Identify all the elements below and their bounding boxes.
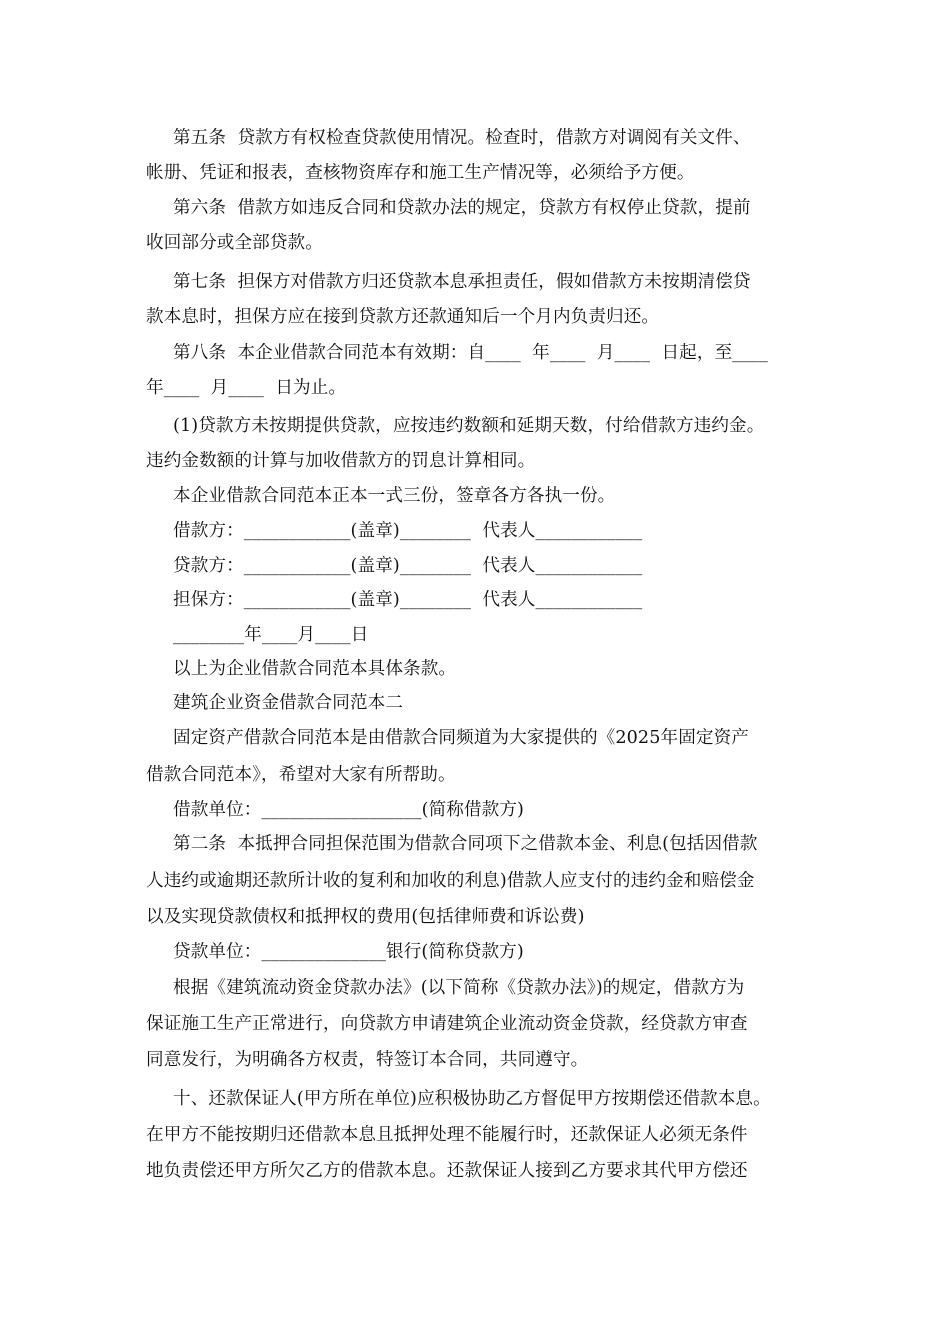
text-line: 借款单位：__________________(简称借款方)	[173, 800, 525, 820]
signature-line-borrower: 借款方：____________(盖章)________ 代表人____________	[173, 521, 643, 541]
signature-line-guarantor: 担保方：____________(盖章)________ 代表人____________	[173, 590, 643, 610]
text-line: 第六条 借款方如违反合同和贷款办法的规定，贷款方有权停止贷款，提前	[173, 198, 751, 218]
text-line: 第二条 本抵押合同担保范围为借款合同项下之借款本金、利息(包括因借款	[173, 834, 758, 854]
text-line: (1)贷款方未按期提供贷款，应按违约数额和延期天数，付给借款方违约金。	[173, 416, 765, 436]
text-line: 收回部分或全部贷款。	[146, 233, 323, 253]
text-line: 固定资产借款合同范本是由借款合同频道为大家提供的《2025年固定资产	[173, 728, 749, 748]
text-line: 违约金数额的计算与加收借款方的罚息计算相同。	[146, 451, 536, 471]
text-line: 保证施工生产正常进行，向贷款方申请建筑企业流动资金贷款，经贷款方审查	[146, 1014, 748, 1034]
section-heading: 建筑企业资金借款合同范本二	[173, 693, 404, 713]
text-line: 地负责偿还甲方所欠乙方的借款本息。还款保证人接到乙方要求其代甲方偿还	[146, 1161, 748, 1181]
text-line: 人违约或逾期还款所计收的复利和加收的利息)借款人应支付的违约金和赔偿金	[146, 871, 755, 891]
text-line: 十、还款保证人(甲方所在单位)应积极协助乙方督促甲方按期偿还借款本息。	[173, 1089, 771, 1109]
text-line: 以及实现贷款债权和抵押权的费用(包括律师费和诉讼费)	[146, 907, 585, 927]
text-line: 以上为企业借款合同范本具体条款。	[173, 659, 457, 679]
text-line: 第八条 本企业借款合同范本有效期：自____ 年____ 月____ 日起，至____	[173, 343, 768, 363]
text-line: 帐册、凭证和报表，查核物资库存和施工生产情况等，必须给予方便。	[146, 163, 695, 183]
text-line: 款本息时，担保方应在接到贷款方还款通知后一个月内负责归还。	[146, 307, 660, 327]
text-line: 根据《建筑流动资金贷款办法》(以下简称《贷款办法》)的规定，借款方为	[173, 978, 745, 998]
signature-line-lender: 贷款方：____________(盖章)________ 代表人____________	[173, 556, 643, 576]
text-line: 第五条 贷款方有权检查贷款使用情况。检查时，借款方对调阅有关文件、	[173, 128, 751, 148]
text-line: 年____ 月____ 日为止。	[146, 378, 347, 398]
text-line: 同意发行，为明确各方权责，特签订本合同，共同遵守。	[146, 1050, 589, 1070]
text-line: 贷款单位：______________银行(简称贷款方)	[173, 942, 524, 962]
text-line: 借款合同范本》，希望对大家有所帮助。	[146, 765, 456, 785]
text-line: 第七条 担保方对借款方归还贷款本息承担责任，假如借款方未按期清偿贷	[173, 272, 751, 292]
date-line: ________年____月____日	[173, 625, 369, 645]
text-line: 在甲方不能按期归还借款本息且抵押处理不能履行时，还款保证人必须无条件	[146, 1125, 748, 1145]
text-line: 本企业借款合同范本正本一式三份，签章各方各执一份。	[173, 486, 616, 506]
